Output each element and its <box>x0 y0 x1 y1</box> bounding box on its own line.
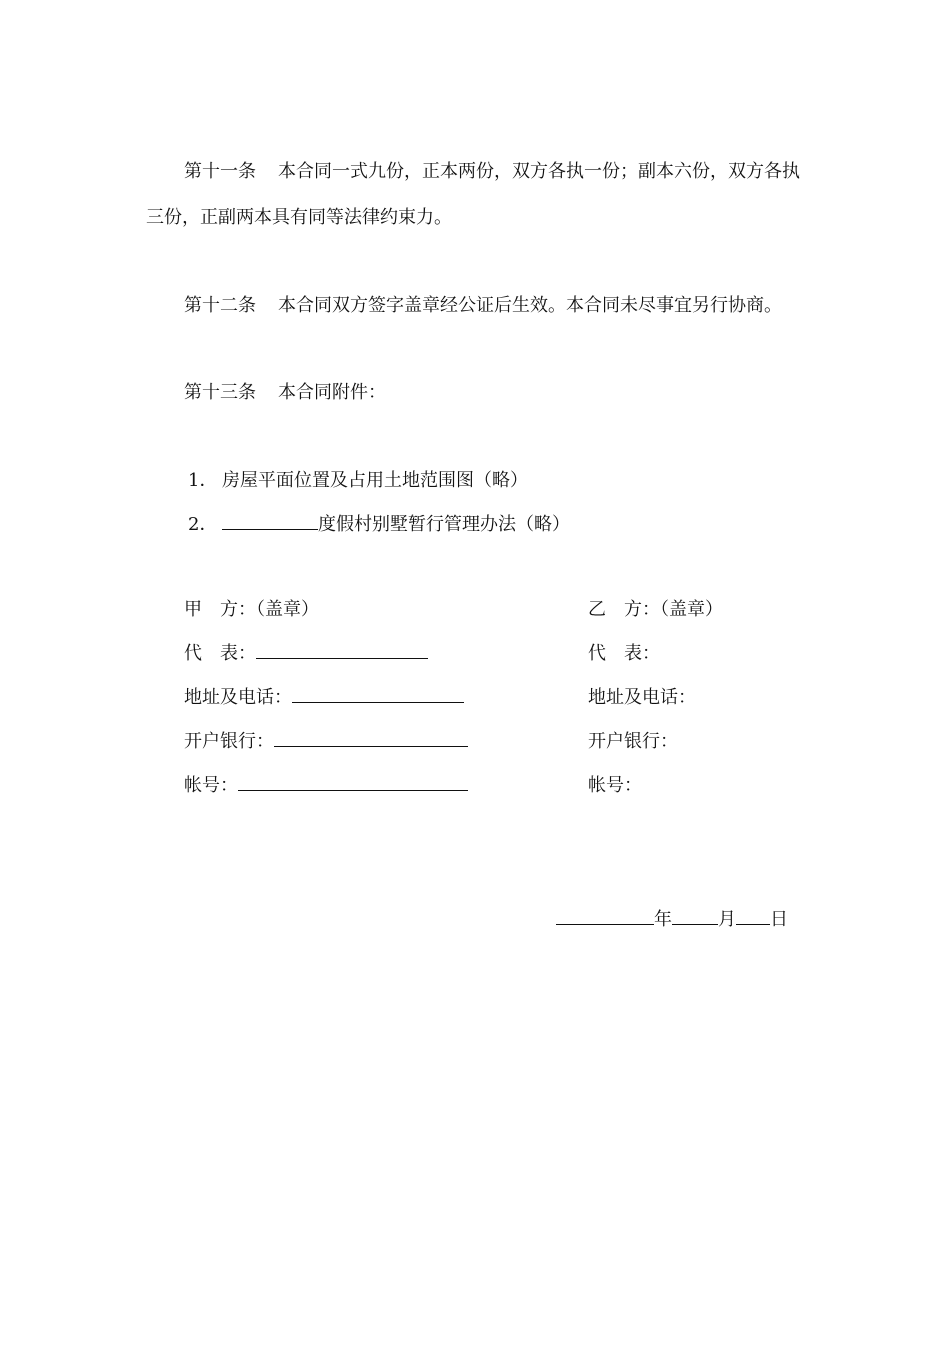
clause-11-text: 本合同一式九份，正本两份，双方各执一份；副本六份，双方各执 <box>278 161 800 182</box>
attachment-number: 2． <box>188 514 218 535</box>
month-label: 月 <box>718 909 736 930</box>
party-a-rep-blank <box>256 642 428 659</box>
day-blank <box>736 908 770 925</box>
party-a-rep-row <box>184 642 468 686</box>
attachment-item <box>188 469 528 493</box>
clause-13 <box>184 381 386 405</box>
party-b-rep-label: 代 表： <box>588 643 660 664</box>
party-a-account-row <box>184 774 468 818</box>
month-blank <box>672 908 718 925</box>
party-b-block <box>588 598 723 818</box>
clause-11-heading: 第十一条 <box>184 161 256 182</box>
attachment-item <box>188 513 570 537</box>
year-blank <box>556 908 654 925</box>
party-a-rep-label: 代 表： <box>184 643 256 664</box>
party-a-address-label: 地址及电话： <box>184 687 292 708</box>
clause-11-line-1 <box>184 160 800 184</box>
party-b-title: 乙 方：（盖章） <box>588 599 723 620</box>
party-a-block <box>184 598 468 818</box>
clause-13-text: 本合同附件： <box>278 382 386 403</box>
year-label: 年 <box>654 909 672 930</box>
party-a-account-label: 帐号： <box>184 775 238 796</box>
party-a-address-blank <box>292 686 464 703</box>
party-a-bank-label: 开户银行： <box>184 731 274 752</box>
name-blank <box>222 513 318 530</box>
clause-12-heading: 第十二条 <box>184 295 256 316</box>
party-a-title: 甲 方：（盖章） <box>184 599 319 620</box>
attachment-text: 房屋平面位置及占用土地范围图（略） <box>222 470 528 491</box>
attachment-number: 1． <box>188 470 218 491</box>
party-b-account-label: 帐号： <box>588 775 642 796</box>
party-a-bank-blank <box>274 730 468 747</box>
attachment-text: 度假村别墅暂行管理办法（略） <box>318 514 570 535</box>
clause-11-line-2: 三份，正副两本具有同等法律约束力。 <box>146 207 452 228</box>
clause-12-text: 本合同双方签字盖章经公证后生效。本合同未尽事宜另行协商。 <box>278 295 782 316</box>
party-b-bank-label: 开户银行： <box>588 731 678 752</box>
party-a-bank-row <box>184 730 468 774</box>
clause-13-heading: 第十三条 <box>184 382 256 403</box>
clause-12 <box>184 294 782 318</box>
party-b-address-label: 地址及电话： <box>588 687 696 708</box>
party-a-account-blank <box>238 774 468 791</box>
party-a-address-row <box>184 686 468 730</box>
date-line <box>556 908 788 932</box>
day-label: 日 <box>770 909 788 930</box>
